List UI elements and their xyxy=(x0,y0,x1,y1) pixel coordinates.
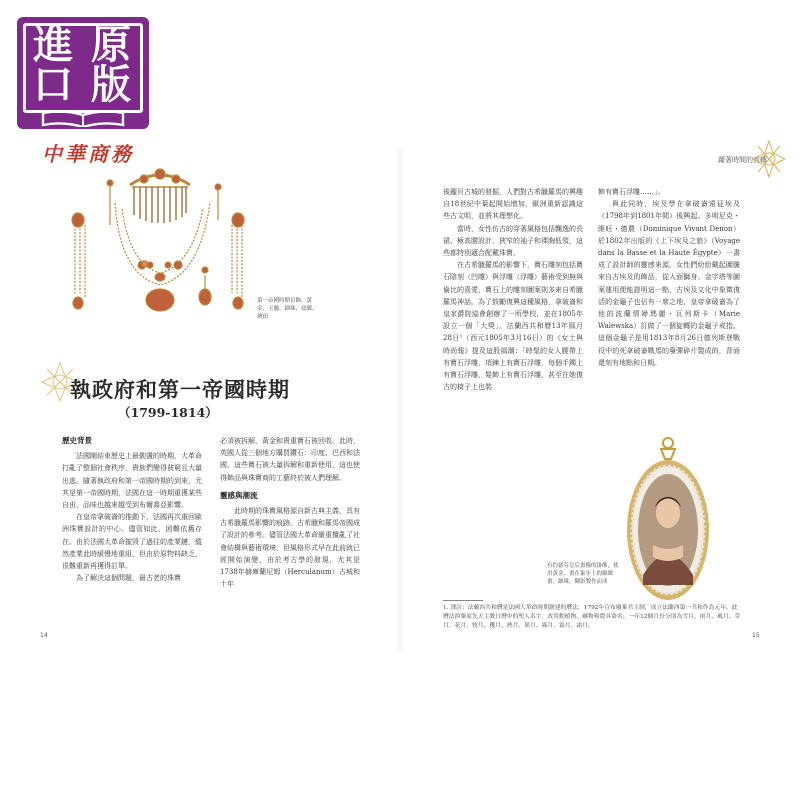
running-head: 躍著時間的流轉 xyxy=(718,156,767,164)
text-column-3 xyxy=(443,186,583,393)
paragraph: 必須被拆解，黃金和貴重寶石被回收。此時，英國人從三個地方購買鑽石：印度、巴西和法國，這些寶石被大量拆解和重新使用，這也使得飾品與珠寶商的工藝終於被人們理解。 xyxy=(220,437,360,482)
text-column-1 xyxy=(62,433,202,584)
page-number-left: 14 xyxy=(40,632,48,639)
badge-char: 原 xyxy=(91,22,131,68)
text-column-4 xyxy=(598,186,740,369)
badge-char: 版 xyxy=(91,62,131,108)
jewelry-caption: 第一帝國時期首飾，黃金、玉髓、細珠、琺瑯、琥珀 xyxy=(257,298,318,320)
badge-char: 進 xyxy=(33,22,73,68)
chapter-subtitle: （1799-1814） xyxy=(118,405,218,420)
section-heading: 歷史背景 xyxy=(62,436,92,445)
paragraph: 法國剛結束歷史上最動盪的時期，大革命打亂了整個社會秩序，貴族們變得貧窮且大量出逃。隨著執政府和第一帝國時期的到來，尤其是第一帝國時期，法國在這一時期重獲某些自由，品味也越來越受到布爾喬亞影響。 xyxy=(62,452,202,510)
paragraph: 在古希臘羅馬的影響下，寶石雕刻包括寶石陰刻（凹雕）與浮雕（浮雕）藝術受到無與倫比的喜愛，寶石上的雕刻圖案則多來自希臘羅馬神話。為了鼓勵復興這種風格，拿破崙和皇家爵院協會創辦了一所學校，並在1805年設立一個「大獎」。法蘭西共和曆13年風月28日¹（西元1805年3月16日）的《女士與時尚報》提及這股風潮：「時髦的女人腰帶上有寶石浮雕，項鍊上有寶石浮雕，每個手鐲上有寶石浮雕，髮飾上有寶石浮雕，甚至在她復古的椅子上也裝 xyxy=(443,261,583,392)
text-column-2 xyxy=(220,435,360,590)
footnote: 1. 譯註：法蘭西共和曆是法國大革命時期創建的曆法，1792年宣布廢棄君主制，成立法蘭西第一共和作為元年。此曆法拚棄原先天主教日曆中的聖人名字，改用動植物、礦物和農具命名。一年12個月份分別為雪月、雨月、風月、芽月、花月、牧月、穫月、熱月、果月、霧月、霜月、霜月。 xyxy=(443,605,741,629)
paragraph: 為了解決這個問題，最古老的珠寶 xyxy=(76,574,181,583)
chapter-title: 執政府和第一帝國時期 xyxy=(70,377,290,402)
paragraph: 當時，女性仿古的穿著風格包括飄逸的長裙、極高腰設計、狹窄的袖子和裸胸低領，這些都特別適合配戴珠寶。 xyxy=(443,224,583,258)
portrait-pendant-photo xyxy=(625,435,711,605)
jewelry-set-photo xyxy=(60,165,260,335)
section-heading: 靈感與潮流 xyxy=(220,490,258,500)
paragraph: 在皇帝拿破崙的推動下，法國再次重回歐洲珠寶設計的中心。儘管如此，困難依舊存在。由於法國大革命摧毀了過往的產業鏈，縱然產業此時緩慢地重組，但由於原物料缺乏，很難重新再獲得訂單。 xyxy=(62,513,202,571)
ornament-icon xyxy=(752,138,786,180)
portrait-caption: 有約瑟芬皇后畫像的掛飾，使用黃金、畫在象牙上的細緻畫、細珠，陳影製作而成 xyxy=(547,563,619,585)
import-original-badge xyxy=(17,17,149,129)
paragraph: 後龐貝古城的發掘，人們對古希臘羅馬的興趣自18世紀中葉起開始增加，歐洲重新認識這些古文明，並將其理想化。 xyxy=(443,188,583,221)
book-gutter xyxy=(395,150,405,650)
open-book-icon xyxy=(41,109,125,127)
page-number-right: 15 xyxy=(752,632,760,639)
paragraph: 此時期的珠寶風格源自新古典主義，具有古希臘羅馬影響的痕跡。古希臘和羅馬帝國成了設計的參考。儘管法國大革命嚴重攪亂了社會結構與藝術環境，但風格形式早在此前就已經開始演變，由於考古學的發現，尤其是1738年赫庫蘭尼姆（Herculanum）古城和十年 xyxy=(220,507,360,589)
paragraph: 與此同時，埃及學在拿破崙遠征埃及（1798年到1801年間）後興起。多明尼克・維旺・德農（Dominique Vivant Denon）於1802年出版的《上下埃及之旅》（Voyage dans la Basse et la Haute Égypte）一書成了設計師的靈感來源。女性們紛紛戴起圖騰來自古埃及的飾品，從人面獅身、金字塔等圖案運用便能證明這一點，古埃及文化中象徵復活的金龜子也佔有一席之地，皇帝拿破崙為了他的波蘭情婦瑪麗・瓦列斯卡（Marie Walewska）訂做了一個旋轉的金龜子戒指。這個金龜子是用1813年8月26日德列斯登戰役中的死拿破崙戰馬的廢彈碎片製成的，背面還刻有地點和日期。 xyxy=(598,200,740,367)
paragraph: 飾有寶石浮雕……」。 xyxy=(598,188,665,196)
footnote-rule xyxy=(443,600,483,601)
badge-char: 口 xyxy=(33,62,73,108)
publisher-logo: 中華商務 xyxy=(42,142,134,166)
